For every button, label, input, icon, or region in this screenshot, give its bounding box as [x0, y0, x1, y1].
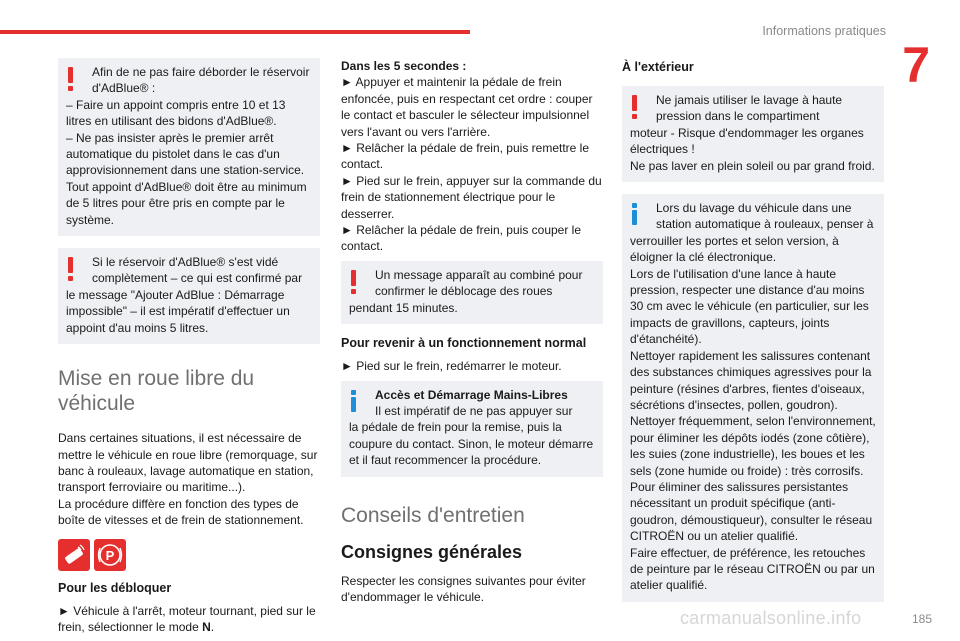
- warning-line-1: Un message apparaît au combiné pour: [375, 267, 583, 282]
- step-mode: N: [202, 619, 211, 634]
- header-title: Informations pratiques: [762, 24, 886, 38]
- info-icon: [631, 203, 637, 225]
- five-seconds-steps: ► Appuyer et maintenir la pédale de frein enfoncée, puis en respectant cet ordre : couper le contact et basculer le sélecteur impulsionnel vers l'avant ou vers l'arrière. ► Relâcher la pédale de frein, puis remettre le contact. ► Pied sur le frein, appuyer sur la commande du frein de stationnement électrique pour le desserrer. ► Relâcher la pédale de frein, puis couper le contact.: [341, 75, 602, 254]
- warning-box-message: [341, 261, 603, 324]
- warning-line-1: Ne jamais utiliser le lavage à haute: [656, 93, 843, 107]
- column-2: [341, 58, 603, 611]
- section-title-entretien: Conseils d'entretien: [341, 503, 525, 527]
- info-box-washing: [622, 194, 884, 602]
- feature-icons: [58, 539, 320, 571]
- normal-step: ► Pied sur le frein, redémarrer le moteur.: [341, 359, 562, 374]
- watermark: carmanualsonline.info: [680, 608, 862, 628]
- warning-icon: [631, 95, 637, 119]
- column-1: [58, 58, 320, 641]
- info-box-hands-free: [341, 381, 603, 477]
- info-icon: [350, 390, 356, 412]
- warning-text: pendant 15 minutes.: [349, 300, 458, 315]
- sub-title-exterieur: À l'extérieur: [622, 60, 694, 74]
- warning-icon: [67, 257, 73, 281]
- column-3: [622, 58, 884, 614]
- warning-box-adblue-fill: [58, 58, 320, 236]
- warning-text: moteur - Risque d'endommager les organes électriques ! Ne pas laver en plein soleil ou par grand froid.: [630, 125, 875, 173]
- page-number: 185: [911, 612, 932, 626]
- sub-title-debloquer: Pour les débloquer: [58, 580, 172, 595]
- svg-text:P: P: [105, 547, 115, 563]
- warning-icon: [350, 270, 356, 294]
- info-line-2: station automatique à rouleaux, penser à: [656, 217, 874, 232]
- step-text: ► Véhicule à l'arrêt, moteur tournant, pied sur le frein, sélectionner le mode: [58, 603, 316, 634]
- chapter-number: 7: [902, 37, 930, 93]
- roue-libre-intro: Dans certaines situations, il est nécessaire de mettre le véhicule en roue libre (remorquage, sur banc à rouleaux, lavage automatique en station, transport ferroviaire ou maritime...). La procédure diffère en fonction des types de boîte de vitesses et de frein de stationnement.: [58, 431, 318, 528]
- warning-box-adblue-empty: [58, 248, 320, 344]
- section-title-roue-libre: Mise en roue libre du véhicule: [58, 367, 255, 416]
- info-line-1: Accès et Démarrage Mains-Libres: [375, 387, 568, 402]
- warning-line-2: pression dans le compartiment: [656, 109, 820, 124]
- info-text: verrouiller les portes et selon version, à éloigner la clé électronique. Lors de l'utilisation d'une lance à haute pression, respecter une distance d'au moins 30 cm avec le véhicule (en particulier, sur les impacts de gravillons, capteurs, joints d'étanchéité). Nettoyer rapidement les salissures contenant des substances chimiques agressives pour la peinture (résines d'arbres, fientes d'oiseaux, sécrétions d'insectes, pollen, goudron). Nettoyer fréquemment, selon l'environnement, pour éliminer les dépôts iodés (zone côtière), les suies (zone industrielle), les boues et les sels (zone humide ou froide) : très corrosifs. Pour éliminer des salissures persistantes nécessitant un produit spécifique (anti-goudron, démoustiqueur), consulter le réseau CITROËN ou un atelier qualifié. Faire effectuer, de préférence, les retouches de peinture par le réseau CITROËN ou par un atelier qualifié.: [630, 233, 876, 593]
- step-end: .: [210, 619, 215, 634]
- parking-brake-icon: [94, 539, 126, 571]
- bold-title-consignes: Consignes générales: [341, 541, 523, 562]
- warning-icon: [67, 67, 73, 91]
- five-seconds-title: Dans les 5 secondes :: [341, 59, 467, 73]
- warning-line-1: Afin de ne pas faire déborder le réservoir: [92, 65, 310, 79]
- warning-text: – Faire un appoint compris entre 10 et 13 litres en utilisant des bidons d'AdBlue®. – Ne pas insister après le premier arrêt automatique du pistolet dans le cas d'un approvisionnement dans une station-service. Tout appoint d'AdBlue® doit être au minimum de 5 litres pour être pris en compte par le système.: [66, 97, 307, 227]
- header-accent-bar: [0, 30, 470, 34]
- consignes-text: Respecter les consignes suivantes pour éviter d'endommager le véhicule.: [341, 573, 586, 604]
- hands-free-key-icon: [58, 539, 90, 571]
- sub-title-normal: Pour revenir à un fonctionnement normal: [341, 336, 587, 351]
- info-line-1: Lors du lavage du véhicule dans une: [656, 201, 852, 216]
- debloquer-step: [58, 603, 320, 636]
- warning-line-1: Si le réservoir d'AdBlue® s'est vidé: [92, 255, 279, 270]
- info-line-2: Il est impératif de ne pas appuyer sur: [375, 403, 573, 418]
- warning-line-2: d'AdBlue® :: [92, 81, 156, 96]
- warning-line-2: complètement – ce qui est confirmé par: [92, 271, 303, 286]
- warning-text: le message "Ajouter AdBlue : Démarrage impossible" – il est impératif d'effectuer un appoint d'au moins 5 litres.: [66, 287, 290, 335]
- warning-line-2: confirmer le déblocage des roues: [375, 284, 553, 299]
- info-text: la pédale de frein pour la remise, puis la coupure du contact. Sinon, le moteur démarre et il faut recommencer la procédure.: [349, 420, 594, 468]
- warning-box-pressure-wash: [622, 86, 884, 182]
